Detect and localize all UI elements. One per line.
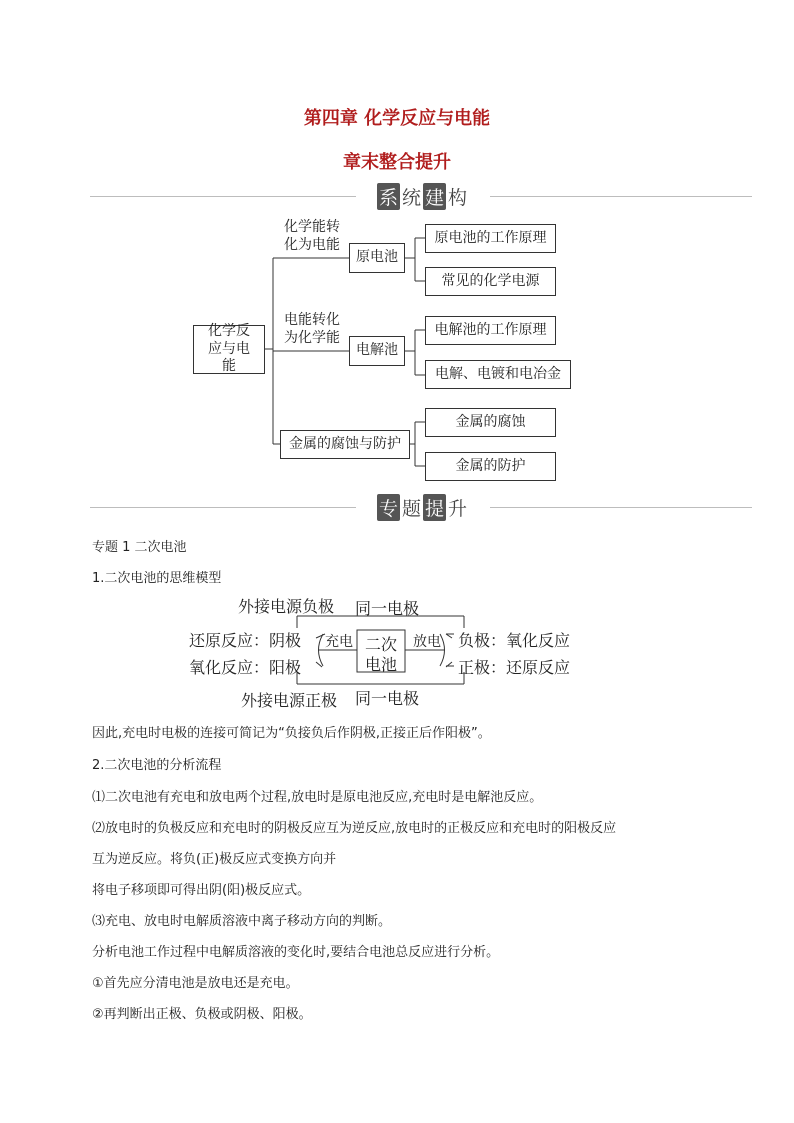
banner-char: 建 [423,183,446,210]
node-electrolytic-cell: 电解池 [349,336,405,366]
row1-right-label: 负极：氧化反应 [458,631,571,650]
leaf-node: 金属的防护 [425,452,556,481]
row1-left-label: 还原反应：阴极 [189,631,302,650]
leaf-node: 金属的腐蚀 [425,408,556,437]
banner-char: 专 [377,494,400,521]
bottom-left-label: 外接电源正极 [241,691,338,710]
section-title: 章末整合提升 [343,152,451,173]
bottom-right-label: 同一电极 [355,689,420,708]
banner-char: 构 [448,187,468,209]
node-galvanic-cell: 原电池 [349,243,405,273]
topic-heading: 专题 1 二次电池 [92,540,187,555]
leaf-node: 常见的化学电源 [425,267,556,296]
top-right-label: 同一电极 [355,599,420,618]
center-label-2: 电池 [365,655,398,674]
paragraph: 因此,充电时电极的连接可简记为“负接负后作阴极,正接正后作阳极”。 [92,726,491,741]
center-label-1: 二次 [365,635,398,654]
top-left-label: 外接电源负极 [238,597,335,616]
banner-char: 题 [402,498,422,520]
row2-left-label: 氧化反应：阳极 [189,658,302,677]
banner-char: 升 [448,498,468,520]
paragraph: ①首先应分清电池是放电还是充电。 [92,976,299,991]
paragraph: ⑴二次电池有充电和放电两个过程,放电时是原电池反应,充电时是电解池反应。 [92,790,543,805]
chapter-title: 第四章 化学反应与电能 [303,108,491,129]
banner-char: 系 [377,183,400,210]
row2-right-label: 正极：还原反应 [458,658,571,677]
branch-label: 化学能转化为电能 [284,219,340,254]
paragraph: ⑶充电、放电时电解质溶液中离子移动方向的判断。 [92,914,392,929]
leaf-node: 原电池的工作原理 [425,224,556,253]
paragraph: 互为逆反应。将负(正)极反应式变换方向并 [92,852,337,867]
paragraph: ⑵放电时的负极反应和充电时的阴极反应互为逆反应,放电时的正极反应和充电时的阳极反应 [92,821,617,836]
root-node: 化学反应与电能 [193,325,265,374]
item-heading: 1.二次电池的思维模型 [92,571,222,586]
node-metal-corrosion: 金属的腐蚀与防护 [280,430,410,459]
charge-label: 充电 [325,634,353,650]
paragraph: ②再判断出正极、负极或阴极、阳极。 [92,1007,312,1022]
leaf-node: 电解、电镀和电冶金 [425,360,571,389]
paragraph: 分析电池工作过程中电解质溶液的变化时,要结合电池总反应进行分析。 [92,945,500,960]
paragraph: 将电子移项即可得出阴(阳)极反应式。 [92,883,311,898]
branch-label: 电能转化为化学能 [284,312,340,347]
banner-char: 提 [423,494,446,521]
item-heading: 2.二次电池的分析流程 [92,758,222,773]
discharge-label: 放电 [413,634,441,650]
leaf-node: 电解池的工作原理 [425,316,556,345]
banner-char: 统 [402,187,422,209]
